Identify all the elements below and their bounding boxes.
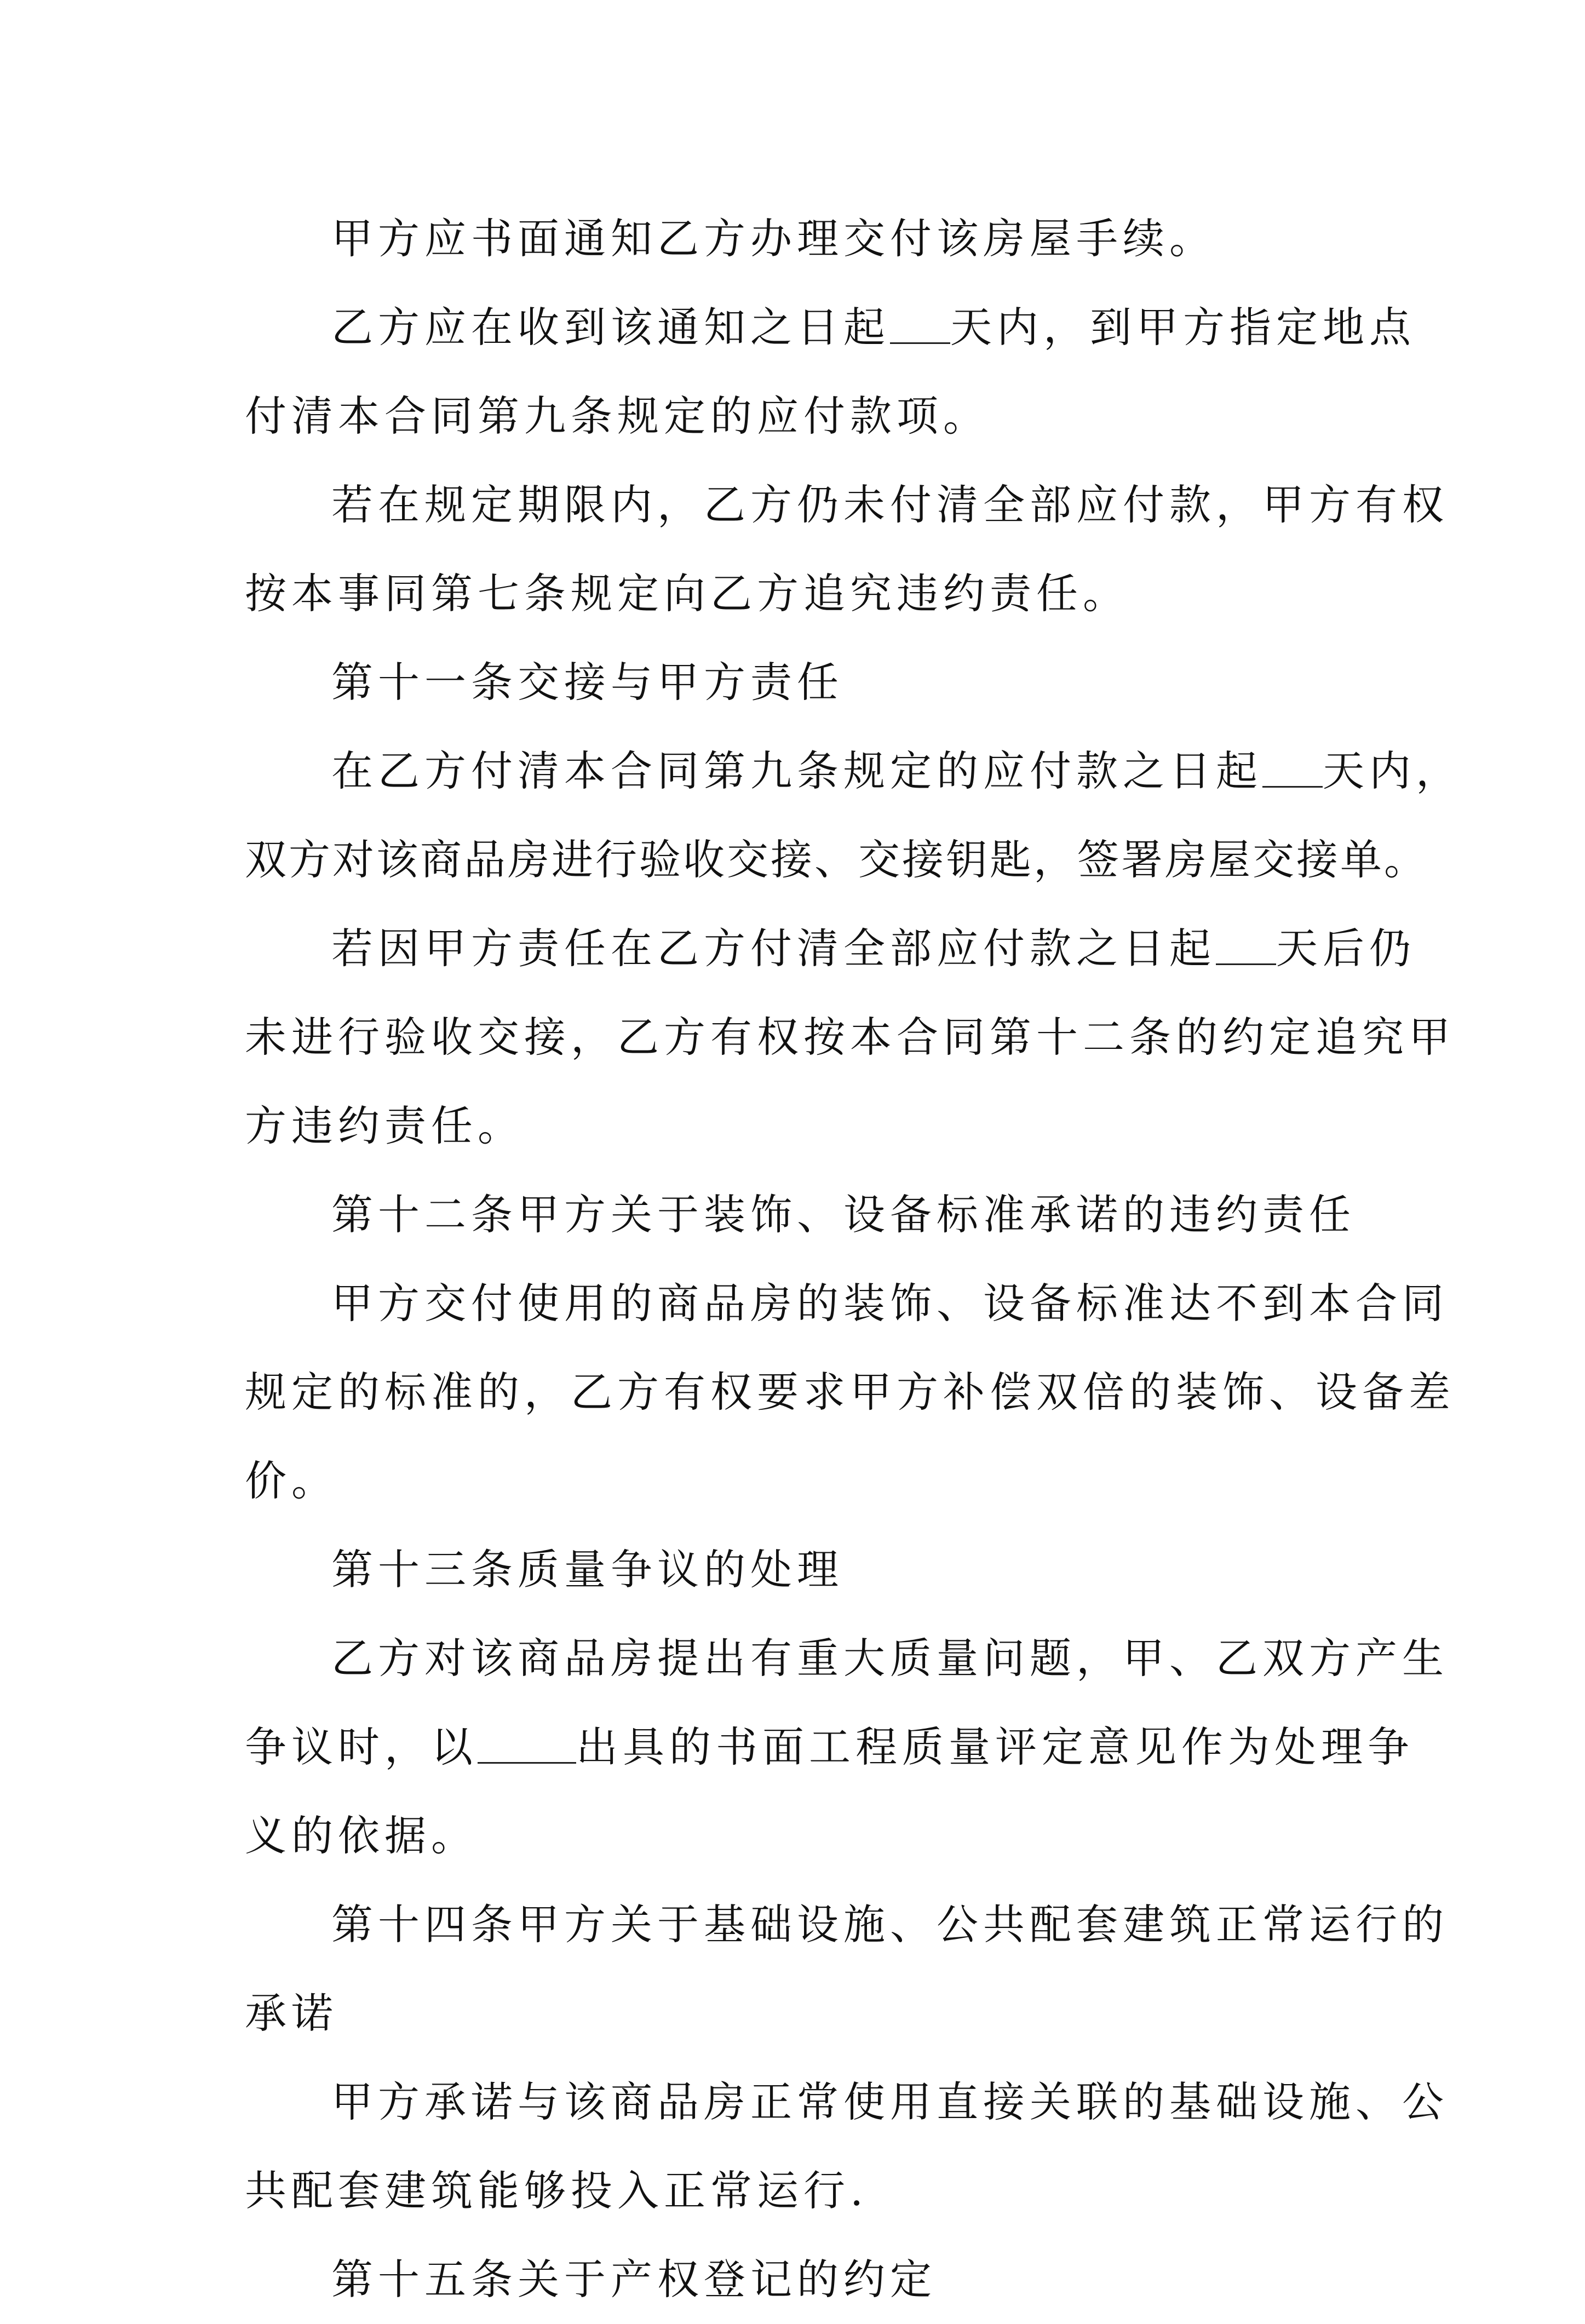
paragraph-line [245, 283, 1416, 372]
text-run: 未进行验收交接，乙方有权按本合同第十二条的约定追究甲 [245, 1013, 1455, 1061]
text-run: 若因甲方责任在乙方付清全部应付款之日起 [331, 924, 1216, 973]
text-run: 付清本合同第九条规定的应付款项。 [245, 392, 990, 440]
text-run: 承诺 [245, 1989, 338, 2038]
paragraph-line [245, 1437, 1346, 1525]
text-run: 乙方对该商品房提出有重大质量问题，甲、乙双方产生 [331, 1634, 1449, 1683]
paragraph-line [245, 816, 1428, 904]
paragraph-line [245, 1348, 1455, 1437]
text-run: 天后仍 [1276, 924, 1416, 973]
text-run: 共配套建筑能够投入正常运行. [245, 2166, 869, 2215]
text-run: 若在规定期限内，乙方仍未付清全部应付款，甲方有权 [331, 480, 1449, 529]
section-heading-11 [245, 638, 1346, 727]
text-run: 第十四条甲方关于基础设施、公共配套建筑正常运行的 [331, 1900, 1449, 1949]
text-run: 甲方交付使用的商品房的装饰、设备标准达不到本合同 [331, 1279, 1449, 1328]
fill-in-blank [478, 1723, 576, 1764]
section-heading-14 [245, 1880, 1449, 1969]
paragraph-line [245, 2147, 1346, 2235]
text-run: 争议时，以 [245, 1723, 478, 1771]
contract-body-text [245, 194, 1462, 2324]
paragraph-line [245, 1614, 1449, 1703]
fill-in-blank [1216, 924, 1276, 965]
text-run: 出具的书面工程质量评定意见作为处理争 [576, 1723, 1414, 1771]
paragraph-line [245, 904, 1416, 993]
text-run: 方违约责任。 [245, 1101, 524, 1150]
text-run: 乙方应在收到该通知之日起 [331, 303, 890, 352]
paragraph-line [245, 372, 1346, 461]
section-heading-13 [245, 1525, 1346, 1614]
text-run: 第十二条甲方关于装饰、设备标准承诺的违约责任 [331, 1190, 1356, 1239]
text-run: 天内，到甲方指定地点 [950, 303, 1416, 352]
text-run: 按本事同第七条规定向乙方追究违约责任。 [245, 569, 1129, 618]
paragraph-line [245, 1969, 1346, 2058]
paragraph-line [245, 727, 1462, 816]
paragraph-line [245, 1082, 1346, 1170]
paragraph-line [245, 194, 1346, 283]
text-run: 第十三条质量争议的处理 [331, 1545, 843, 1594]
text-run: 第十一条交接与甲方责任 [331, 658, 843, 707]
paragraph-line [245, 1259, 1449, 1348]
fill-in-blank [890, 303, 950, 344]
text-run: 第十五条关于产权登记的约定 [331, 2255, 937, 2304]
fill-in-blank [1262, 747, 1323, 788]
text-run: 义的依据。 [245, 1811, 478, 1860]
text-run: 双方对该商品房进行验收交接、交接钥匙，签署房屋交接单。 [245, 835, 1428, 884]
paragraph-line [245, 2058, 1449, 2147]
text-run: 规定的标准的，乙方有权要求甲方补偿双倍的装饰、设备差 [245, 1368, 1455, 1416]
section-heading-12 [245, 1170, 1356, 1259]
paragraph-line [245, 993, 1455, 1082]
text-run: 在乙方付清本合同第九条规定的应付款之日起 [331, 747, 1262, 795]
paragraph-line [245, 549, 1346, 638]
section-heading-15 [245, 2235, 1346, 2324]
text-run: 甲方应书面通知乙方办理交付该房屋手续。 [331, 214, 1216, 263]
text-run: 价。 [245, 1456, 338, 1505]
text-run: 甲方承诺与该商品房正常使用直接关联的基础设施、公 [331, 2078, 1449, 2126]
paragraph-line [245, 1792, 1346, 1880]
paragraph-line [245, 461, 1449, 549]
paragraph-line [245, 1703, 1414, 1792]
text-run: 天内， [1323, 747, 1462, 795]
